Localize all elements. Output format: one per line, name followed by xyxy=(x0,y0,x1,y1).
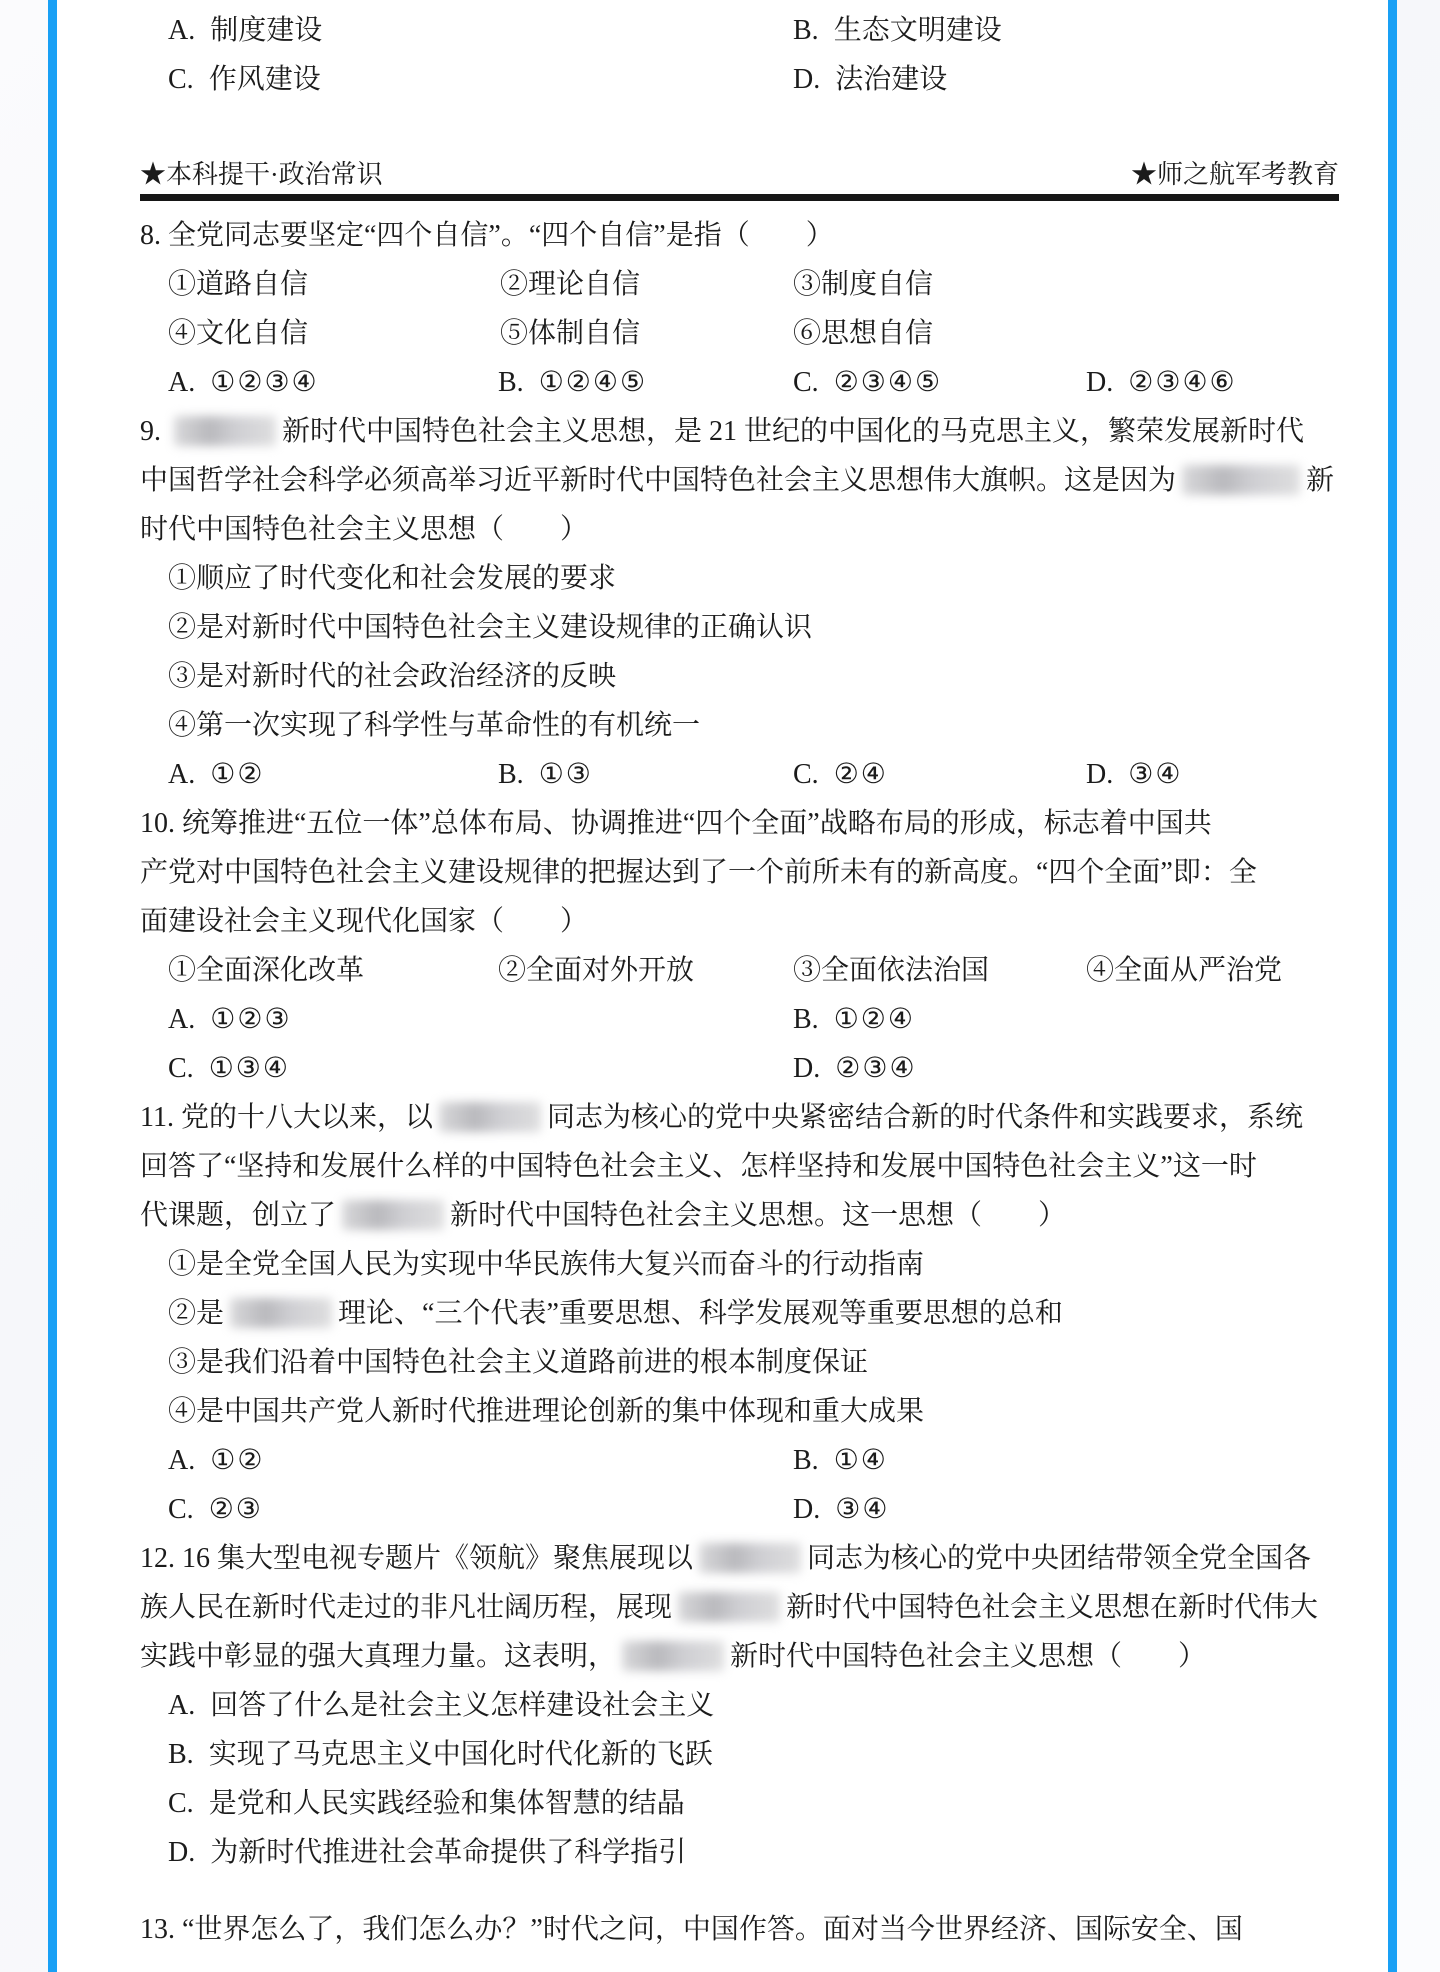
answer-nums: ②③④ xyxy=(835,1053,917,1084)
q12-option-b xyxy=(168,1730,1339,1779)
q9-line-2 xyxy=(140,456,1339,505)
header-left-title: ★本科提干·政治常识 xyxy=(140,160,383,189)
q8-stem: 8. 全党同志要坚定“四个自信”。“四个自信”是指（ ） xyxy=(140,220,834,251)
answer-letter: A. xyxy=(168,1445,196,1476)
answer-letter: C. xyxy=(168,1494,194,1525)
option-text: 作风建设 xyxy=(208,64,321,95)
prev-option-d xyxy=(793,55,1339,104)
redacted-name-blur xyxy=(699,1543,801,1573)
q11-answer-a xyxy=(168,1436,793,1485)
answer-letter: D. xyxy=(793,1053,821,1084)
q8-item-1: ①道路自信 xyxy=(168,269,309,300)
q9-text: 新时代中国特色社会主义思想，是 21 世纪的中国化的马克思主义，繁荣发展新时代 xyxy=(282,416,1305,447)
q11-item-4: ④是中国共产党人新时代推进理论创新的集中体现和重大成果 xyxy=(168,1396,925,1427)
q11-answer-c xyxy=(168,1485,793,1534)
q8-items-row-2 xyxy=(168,309,1339,358)
answer-letter: C. xyxy=(793,367,819,398)
q11-item-3: ③是我们沿着中国特色社会主义道路前进的根本制度保证 xyxy=(168,1347,869,1378)
answer-letter: C. xyxy=(793,759,819,790)
answer-nums: ①②④ xyxy=(833,1004,915,1035)
answer-nums: ①②③ xyxy=(210,1004,292,1035)
q10-answers-row-1 xyxy=(168,995,1339,1044)
q9-item-1: ①顺应了时代变化和社会发展的要求 xyxy=(168,563,617,594)
q11-line-1 xyxy=(140,1093,1339,1142)
q8-answer-a xyxy=(168,358,498,407)
redacted-name-blur xyxy=(174,416,276,446)
answer-nums: ③④ xyxy=(835,1494,890,1525)
answer-nums: ①②③④ xyxy=(210,367,319,398)
q8-item-5: ⑤体制自信 xyxy=(500,318,641,349)
answer-letter: D. xyxy=(793,1494,821,1525)
answer-nums: ①② xyxy=(210,759,265,790)
q11-text: 11. 党的十八大以来，以 xyxy=(140,1102,433,1133)
q9-text: 中国哲学社会科学必须高举习近平新时代中国特色社会主义思想伟大旗帜。这是因为 xyxy=(140,465,1177,496)
q11-item-2 xyxy=(168,1289,1339,1338)
q10-answers-row-2 xyxy=(168,1044,1339,1093)
q11-text: 代课题，创立了 xyxy=(140,1200,337,1231)
option-letter: C. xyxy=(168,64,194,95)
q8-item-4: ④文化自信 xyxy=(168,318,309,349)
q12-text: 新时代中国特色社会主义思想（ ） xyxy=(730,1641,1207,1672)
answer-nums: ②③④⑤ xyxy=(833,367,943,398)
q9-item-3: ③是对新时代的社会政治经济的反映 xyxy=(168,661,617,692)
q11-text: ②是 xyxy=(168,1298,225,1329)
page-frame-right-border xyxy=(1388,0,1397,1972)
q10-item-2: ②全面对外开放 xyxy=(498,955,695,986)
q9-item-2: ②是对新时代中国特色社会主义建设规律的正确认识 xyxy=(168,612,813,643)
q10-answer-d xyxy=(793,1044,1339,1093)
q12-option-a xyxy=(168,1681,1339,1730)
option-text: 制度建设 xyxy=(210,15,323,46)
q9-line-1 xyxy=(140,407,1339,456)
option-text: 法治建设 xyxy=(835,64,948,95)
prev-option-b xyxy=(793,6,1339,55)
q11-text: 理论、“三个代表”重要思想、科学发展观等重要思想的总和 xyxy=(338,1298,1063,1329)
redacted-name-blur xyxy=(678,1592,780,1622)
option-text: 生态文明建设 xyxy=(833,15,1002,46)
q11-text: 同志为核心的党中央紧密结合新的时代条件和实践要求，系统 xyxy=(546,1102,1303,1133)
q9-item-4: ④第一次实现了科学性与革命性的有机统一 xyxy=(168,710,701,741)
answer-nums: ①③④ xyxy=(208,1053,290,1084)
q10-line-3: 面建设社会主义现代化国家（ ） xyxy=(140,906,589,937)
answer-nums: ①④ xyxy=(833,1445,888,1476)
q12-option-d xyxy=(168,1828,1339,1877)
option-text: 是党和人民实践经验和集体智慧的结晶 xyxy=(208,1788,685,1819)
q10-answer-b xyxy=(793,995,1339,1044)
q12-text: 族人民在新时代走过的非凡壮阔历程，展现 xyxy=(140,1592,673,1623)
page-frame-left-border xyxy=(48,0,57,1972)
q12-text: 12. 16 集大型电视专题片《领航》聚焦展现以 xyxy=(140,1543,694,1574)
q10-answer-a xyxy=(168,995,793,1044)
q10-item-1: ①全面深化改革 xyxy=(168,955,365,986)
page-content xyxy=(57,6,1388,1954)
q11-answer-d xyxy=(793,1485,1339,1534)
q8-item-3: ③制度自信 xyxy=(793,269,934,300)
q9-answer-d xyxy=(1086,750,1339,799)
q10-item-3: ③全面依法治国 xyxy=(793,955,990,986)
q12-line-1 xyxy=(140,1534,1339,1583)
answer-letter: D. xyxy=(1086,759,1114,790)
redacted-name-blur xyxy=(342,1200,444,1230)
redacted-name-blur xyxy=(622,1641,724,1671)
q11-text: 新时代中国特色社会主义思想。这一思想（ ） xyxy=(450,1200,1067,1231)
answer-nums: ①② xyxy=(210,1445,265,1476)
q10-line-1: 10. 统筹推进“五位一体”总体布局、协调推进“四个全面”战略布局的形成，标志着中国共 xyxy=(140,808,1212,839)
answer-letter: A. xyxy=(168,367,196,398)
option-text: 实现了马克思主义中国化时代化新的飞跃 xyxy=(208,1739,713,1770)
q12-line-2 xyxy=(140,1583,1339,1632)
answer-nums: ③④ xyxy=(1128,759,1183,790)
answer-letter: C. xyxy=(168,1053,194,1084)
answer-letter: D. xyxy=(1086,367,1114,398)
option-text: 回答了什么是社会主义怎样建设社会主义 xyxy=(210,1690,715,1721)
q11-answers-row-1 xyxy=(168,1436,1339,1485)
answer-nums: ②④ xyxy=(833,759,888,790)
q8-answer-d xyxy=(1086,358,1339,407)
q12-text: 同志为核心的党中央团结带领全党全国各 xyxy=(807,1543,1312,1574)
option-letter: D. xyxy=(793,64,821,95)
q13-line-1: 13. “世界怎么了，我们怎么办？”时代之问，中国作答。面对当今世界经济、国际安全、国 xyxy=(140,1914,1243,1945)
q8-answer-c xyxy=(793,358,1086,407)
q8-answers-row xyxy=(168,358,1339,407)
header-right-title: ★师之航军考教育 xyxy=(1130,160,1339,189)
q9-text: 9. xyxy=(140,416,168,447)
q10-item-4: ④全面从严治党 xyxy=(1086,955,1283,986)
q8-item-6: ⑥思想自信 xyxy=(793,318,934,349)
option-letter: D. xyxy=(168,1837,196,1868)
q8-answer-b xyxy=(498,358,793,407)
redacted-name-blur xyxy=(1182,465,1300,495)
q10-line-2: 产党对中国特色社会主义建设规律的把握达到了一个前所未有的新高度。“四个全面”即：全 xyxy=(140,857,1257,888)
q10-answer-c xyxy=(168,1044,793,1093)
prev-option-c xyxy=(168,55,793,104)
redacted-name-blur xyxy=(439,1102,541,1132)
answer-letter: A. xyxy=(168,1004,196,1035)
prev-question-options-row-1 xyxy=(168,6,1339,55)
q10-items-row xyxy=(168,946,1339,995)
q9-answer-a xyxy=(168,750,498,799)
answer-letter: B. xyxy=(498,759,524,790)
q12-line-3 xyxy=(140,1632,1339,1681)
prev-question-options-row-2 xyxy=(168,55,1339,104)
page-header xyxy=(140,158,1339,192)
option-letter: A. xyxy=(168,15,196,46)
header-divider-rule xyxy=(140,194,1339,201)
q12-text: 新时代中国特色社会主义思想在新时代伟大 xyxy=(786,1592,1319,1623)
q9-line-3: 时代中国特色社会主义思想（ ） xyxy=(140,514,589,545)
exam-page xyxy=(57,0,1388,1972)
q11-item-1: ①是全党全国人民为实现中华民族伟大复兴而奋斗的行动指南 xyxy=(168,1249,925,1280)
answer-letter: A. xyxy=(168,759,196,790)
q11-line-3 xyxy=(140,1191,1339,1240)
answer-nums: ①③ xyxy=(538,759,593,790)
answer-nums: ②③④⑥ xyxy=(1128,367,1237,398)
q9-answers-row xyxy=(168,750,1339,799)
answer-nums: ②③ xyxy=(208,1494,263,1525)
option-letter: B. xyxy=(793,15,819,46)
answer-letter: B. xyxy=(498,367,524,398)
q11-answers-row-2 xyxy=(168,1485,1339,1534)
q11-answer-b xyxy=(793,1436,1339,1485)
q9-answer-c xyxy=(793,750,1086,799)
answer-letter: B. xyxy=(793,1004,819,1035)
q12-text: 实践中彰显的强大真理力量。这表明， xyxy=(140,1641,617,1672)
answer-nums: ①②④⑤ xyxy=(538,367,648,398)
answer-letter: B. xyxy=(793,1445,819,1476)
q9-text: 新 xyxy=(1306,465,1335,496)
redacted-name-blur xyxy=(230,1298,332,1328)
q9-answer-b xyxy=(498,750,793,799)
option-letter: B. xyxy=(168,1739,194,1770)
option-letter: C. xyxy=(168,1788,194,1819)
q12-option-c xyxy=(168,1779,1339,1828)
option-text: 为新时代推进社会革命提供了科学指引 xyxy=(210,1837,687,1868)
prev-option-a xyxy=(168,6,793,55)
q11-line-2: 回答了“坚持和发展什么样的中国特色社会主义、怎样坚持和发展中国特色社会主义”这一时 xyxy=(140,1151,1257,1182)
q8-items-row-1 xyxy=(168,260,1339,309)
option-letter: A. xyxy=(168,1690,196,1721)
q8-item-2: ②理论自信 xyxy=(500,269,641,300)
